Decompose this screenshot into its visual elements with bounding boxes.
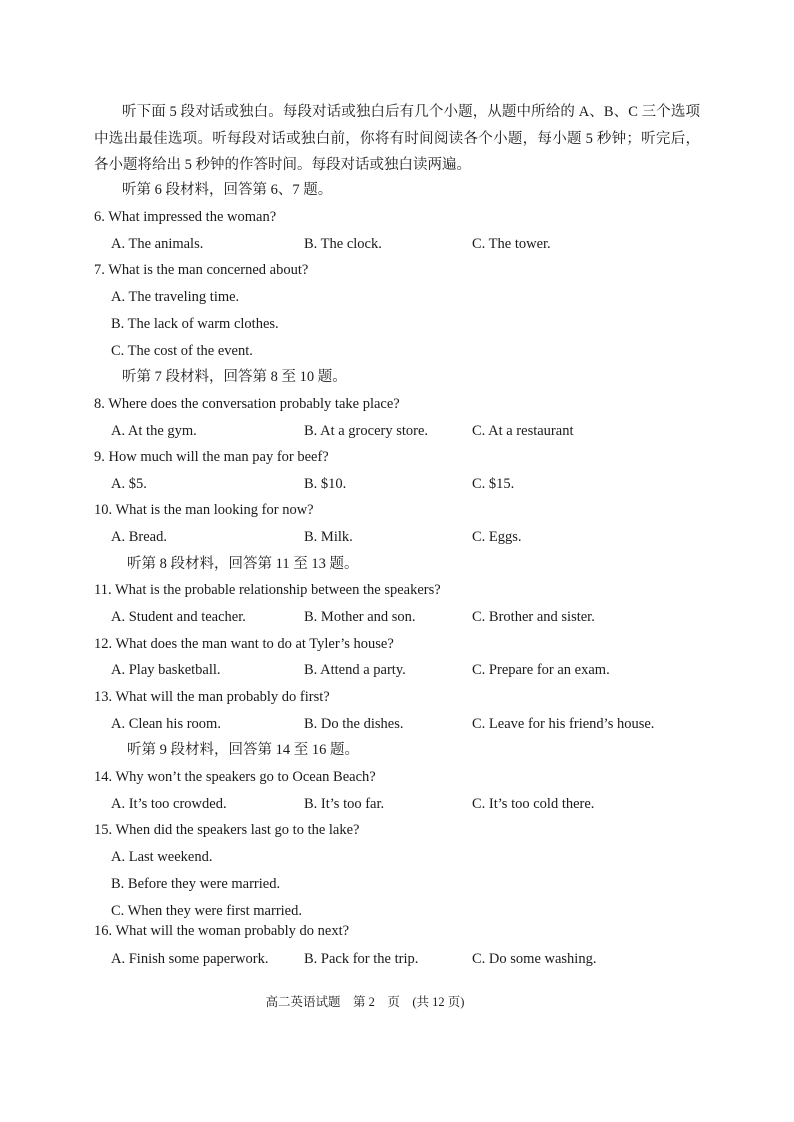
- question-10-stem: 10. What is the man looking for now?: [94, 502, 314, 518]
- question-9-stem: 9. How much will the man pay for beef?: [94, 449, 329, 465]
- question-14-option-a: A. It’s too crowded.: [111, 796, 227, 812]
- question-12-stem: 12. What does the man want to do at Tyler’s house?: [94, 636, 394, 652]
- question-9-option-b: B. $10.: [304, 476, 347, 492]
- question-14-stem: 14. Why won’t the speakers go to Ocean Beach?: [94, 769, 376, 785]
- question-15-option-a: A. Last weekend.: [111, 849, 213, 865]
- section-heading-6: 听第 6 段材料，回答第 6、7 题。: [122, 182, 333, 198]
- question-8-option-c: C. At a restaurant: [472, 423, 574, 439]
- question-12-option-b: B. Attend a party.: [304, 662, 406, 678]
- section-heading-9: 听第 9 段材料，回答第 14 至 16 题。: [127, 742, 359, 758]
- section-heading-8: 听第 8 段材料，回答第 11 至 13 题。: [127, 556, 359, 572]
- question-13-option-a: A. Clean his room.: [111, 716, 221, 732]
- question-10-option-a: A. Bread.: [111, 529, 167, 545]
- question-9-option-a: A. $5.: [111, 476, 147, 492]
- question-16-option-b: B. Pack for the trip.: [304, 951, 419, 967]
- question-8-stem: 8. Where does the conversation probably take place?: [94, 396, 400, 412]
- question-16-option-c: C. Do some washing.: [472, 951, 597, 967]
- question-10-option-c: C. Eggs.: [472, 529, 522, 545]
- question-14-option-b: B. It’s too far.: [304, 796, 385, 812]
- question-12-option-a: A. Play basketball.: [111, 662, 221, 678]
- question-11-option-b: B. Mother and son.: [304, 609, 416, 625]
- question-6-option-c: C. The tower.: [472, 236, 551, 252]
- question-7-option-a: A. The traveling time.: [111, 289, 240, 305]
- question-15-option-b: B. Before they were married.: [111, 876, 281, 892]
- question-16-option-a: A. Finish some paperwork.: [111, 951, 269, 967]
- question-11-option-a: A. Student and teacher.: [111, 609, 246, 625]
- question-8-option-b: B. At a grocery store.: [304, 423, 429, 439]
- section-instructions: 听下面 5 段对话或独白。每段对话或独白后有几个小题，从题中所给的 A、B、C 三个选项中选出最佳选项。听每段对话或独白前，你将有时间阅读各个小题，每小题 5 秒钟；听完后，各小题将给出 5 秒钟的作答时间。每段对话或独白读两遍。: [94, 104, 700, 174]
- question-13-option-b: B. Do the dishes.: [304, 716, 404, 732]
- question-13-stem: 13. What will the man probably do first?: [94, 689, 330, 705]
- question-7-option-c: C. The cost of the event.: [111, 343, 253, 359]
- question-9-option-c: C. $15.: [472, 476, 515, 492]
- question-14-option-c: C. It’s too cold there.: [472, 796, 595, 812]
- question-8-option-a: A. At the gym.: [111, 423, 197, 439]
- page-footer: 高二英语试题 第 2 页 (共 12 页): [265, 995, 465, 1009]
- question-7-option-b: B. The lack of warm clothes.: [111, 316, 279, 332]
- question-11-stem: 11. What is the probable relationship between the speakers?: [94, 582, 441, 598]
- question-6-stem: 6. What impressed the woman?: [94, 209, 277, 225]
- question-12-option-c: C. Prepare for an exam.: [472, 662, 610, 678]
- section-heading-7: 听第 7 段材料，回答第 8 至 10 题。: [122, 369, 347, 385]
- question-13-option-c: C. Leave for his friend’s house.: [472, 716, 655, 732]
- question-10-option-b: B. Milk.: [304, 529, 353, 545]
- question-15-option-c: C. When they were first married.: [111, 903, 302, 919]
- question-11-option-c: C. Brother and sister.: [472, 609, 595, 625]
- question-6-option-b: B. The clock.: [304, 236, 382, 252]
- question-6-option-a: A. The animals.: [111, 236, 204, 252]
- question-7-stem: 7. What is the man concerned about?: [94, 262, 309, 278]
- question-15-stem: 15. When did the speakers last go to the lake?: [94, 822, 360, 838]
- question-16-stem: 16. What will the woman probably do next?: [94, 923, 350, 939]
